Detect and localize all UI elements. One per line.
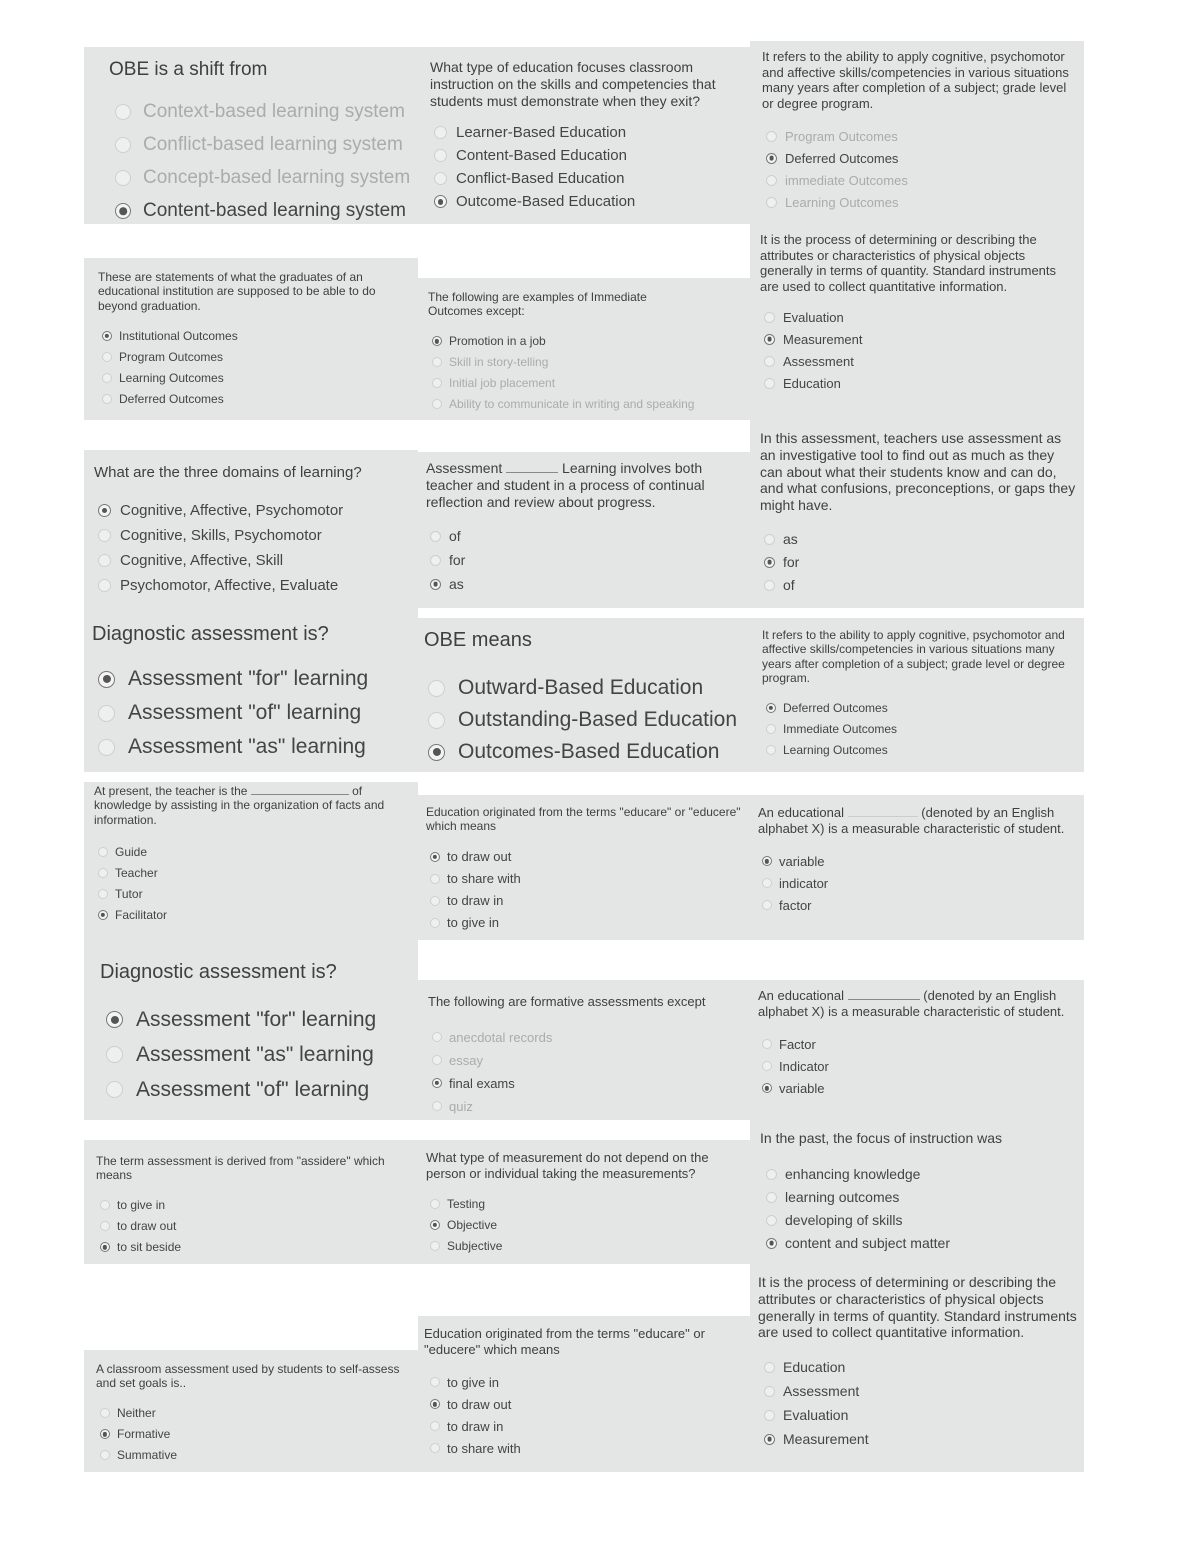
option-4[interactable]: Facilitator: [98, 904, 410, 925]
option-2[interactable]: Immediate Outcomes: [766, 719, 1074, 740]
option-3[interactable]: Cognitive, Affective, Skill: [98, 548, 408, 573]
question-text: Education originated from the terms "educare" or "educere" which means: [426, 805, 741, 834]
option-3[interactable]: Assessment "as" learning: [98, 730, 418, 764]
options-list: [96, 1403, 408, 1466]
option-2[interactable]: essay: [432, 1049, 746, 1072]
options-list: [100, 1002, 418, 1107]
radio-icon[interactable]: [762, 878, 772, 888]
question-text: It refers to the ability to apply cognitive, psychomotor and affective skills/competencies in various situations many years after completion of a subject; grade level or degree program.: [762, 49, 1069, 111]
option-1[interactable]: Learner-Based Education: [434, 121, 742, 144]
option-1[interactable]: Assessment "for" learning: [98, 662, 418, 696]
option-3[interactable]: Tutor: [98, 883, 410, 904]
option-3[interactable]: Summative: [100, 1445, 408, 1466]
quiz-card-5: [418, 278, 750, 420]
radio-icon[interactable]: [432, 1101, 442, 1111]
radio-icon[interactable]: [98, 554, 111, 567]
option-4[interactable]: content and subject matter: [766, 1232, 1076, 1255]
options-list: [428, 331, 740, 415]
option-2[interactable]: to draw out: [100, 1216, 410, 1237]
option-1[interactable]: to give in: [430, 1371, 742, 1393]
radio-icon[interactable]: [430, 1199, 440, 1209]
radio-icon[interactable]: [102, 394, 112, 404]
radio-icon[interactable]: [100, 1200, 110, 1210]
option-4[interactable]: quiz: [432, 1095, 746, 1118]
radio-icon[interactable]: [100, 1450, 110, 1460]
option-3[interactable]: developing of skills: [766, 1209, 1076, 1232]
question-text: At present, the teacher is the of knowledge by assisting in the organization of facts and information.: [94, 784, 385, 827]
radio-icon[interactable]: [762, 856, 772, 866]
radio-icon[interactable]: [432, 357, 442, 367]
options-list: [96, 1195, 410, 1258]
radio-icon[interactable]: [430, 852, 440, 862]
option-2[interactable]: Objective: [430, 1214, 742, 1235]
question-text: What type of measurement do not depend on the person or individual taking the measurements?: [426, 1150, 709, 1181]
radio-icon[interactable]: [98, 868, 108, 878]
option-2[interactable]: Assessment "as" learning: [106, 1037, 418, 1072]
option-4[interactable]: Deferred Outcomes: [102, 388, 408, 409]
quiz-card-21: [750, 1120, 1084, 1264]
radio-icon[interactable]: [430, 1399, 440, 1409]
option-2[interactable]: Cognitive, Skills, Psychomotor: [98, 523, 408, 548]
option-1[interactable]: Promotion in a job: [432, 331, 740, 352]
option-3[interactable]: final exams: [432, 1072, 746, 1095]
fill-blank: [848, 816, 918, 817]
option-1[interactable]: Evaluation: [764, 306, 1076, 328]
radio-icon[interactable]: [766, 745, 776, 755]
quiz-card-2: [418, 47, 750, 224]
option-4[interactable]: Ability to communicate in writing and speaking: [432, 394, 740, 415]
option-3[interactable]: as: [430, 572, 742, 596]
option-2[interactable]: for: [430, 548, 742, 572]
options-list: [430, 121, 742, 213]
radio-icon[interactable]: [434, 172, 447, 185]
question-text: The following are formative assessments except: [428, 994, 706, 1009]
radio-icon[interactable]: [98, 529, 111, 542]
radio-icon[interactable]: [430, 1443, 440, 1453]
radio-icon[interactable]: [98, 705, 115, 722]
quiz-card-15: [750, 795, 1084, 940]
options-list: [426, 1193, 742, 1256]
radio-icon[interactable]: [432, 1032, 442, 1042]
option-3[interactable]: Initial job placement: [432, 373, 740, 394]
options-list: [92, 662, 418, 764]
question-text: The term assessment is derived from "assidere" which means: [96, 1154, 385, 1183]
options-list: [109, 96, 418, 228]
option-1[interactable]: Cognitive, Affective, Psychomotor: [98, 498, 408, 523]
option-3[interactable]: variable: [762, 1077, 1078, 1099]
radio-icon[interactable]: [100, 1242, 110, 1252]
radio-icon[interactable]: [106, 1011, 123, 1028]
radio-icon[interactable]: [430, 1377, 440, 1387]
quiz-card-23: [418, 1316, 750, 1472]
radio-icon[interactable]: [100, 1221, 110, 1231]
option-2[interactable]: Skill in story-telling: [432, 352, 740, 373]
fill-blank: [848, 999, 920, 1000]
option-3[interactable]: to sit beside: [100, 1237, 410, 1258]
option-3[interactable]: Assessment: [764, 350, 1076, 372]
radio-icon[interactable]: [115, 137, 131, 153]
options-list: [760, 1163, 1076, 1255]
quiz-card-9: [750, 420, 1084, 608]
radio-icon[interactable]: [428, 680, 445, 697]
options-list: [762, 125, 1076, 213]
option-2[interactable]: Assessment: [764, 1379, 1078, 1403]
options-list: [760, 306, 1076, 394]
radio-icon[interactable]: [430, 1220, 440, 1230]
radio-icon[interactable]: [432, 1055, 442, 1065]
option-3[interactable]: Outcomes-Based Education: [428, 736, 750, 768]
radio-icon[interactable]: [764, 1410, 775, 1421]
quiz-card-13: [84, 782, 418, 940]
quiz-card-14: [418, 795, 750, 940]
quiz-card-20: [418, 1140, 750, 1264]
radio-icon[interactable]: [766, 724, 776, 734]
radio-icon[interactable]: [764, 312, 775, 323]
options-list: [426, 524, 742, 596]
option-1[interactable]: enhancing knowledge: [766, 1163, 1076, 1186]
question-text: OBE means: [424, 629, 532, 651]
radio-icon[interactable]: [428, 744, 445, 761]
quiz-card-18: [750, 980, 1084, 1120]
quiz-card-10: [84, 608, 418, 772]
option-3[interactable]: Concept-based learning system: [115, 162, 418, 195]
radio-icon[interactable]: [764, 378, 775, 389]
option-1[interactable]: Institutional Outcomes: [102, 325, 408, 346]
question-text: What type of education focuses classroom instruction on the skills and competencies that students must demonstrate when they exit?: [430, 59, 716, 109]
question-text: An educational (denoted by an English alphabet X) is a measurable characteristic of student.: [758, 805, 1065, 836]
radio-icon[interactable]: [430, 1241, 440, 1251]
radio-icon[interactable]: [106, 1046, 123, 1063]
options-list: [424, 672, 750, 768]
option-3[interactable]: Assessment "of" learning: [106, 1072, 418, 1107]
option-1[interactable]: Education: [764, 1355, 1078, 1379]
option-4[interactable]: Education: [764, 372, 1076, 394]
radio-icon[interactable]: [98, 579, 111, 592]
radio-icon[interactable]: [430, 1421, 440, 1431]
quiz-card-19: [84, 1140, 418, 1264]
radio-icon[interactable]: [430, 555, 441, 566]
radio-icon[interactable]: [764, 557, 775, 568]
option-2[interactable]: learning outcomes: [766, 1186, 1076, 1209]
radio-icon[interactable]: [762, 1061, 772, 1071]
option-1[interactable]: to give in: [100, 1195, 410, 1216]
option-2[interactable]: to draw out: [430, 1393, 742, 1415]
options-list: [762, 698, 1074, 761]
quiz-card-7: [84, 450, 418, 608]
radio-icon[interactable]: [102, 331, 112, 341]
option-1[interactable]: Program Outcomes: [766, 125, 1076, 147]
radio-icon[interactable]: [98, 739, 115, 756]
option-4[interactable]: Measurement: [764, 1427, 1078, 1451]
question-text: Assessment Learning involves both teacher and student in a process of continual reflection and review about progress.: [426, 460, 705, 510]
question-text: OBE is a shift from: [109, 59, 268, 80]
fill-blank: [251, 794, 349, 795]
option-3[interactable]: Evaluation: [764, 1403, 1078, 1427]
quiz-card-1: [84, 47, 418, 224]
radio-icon[interactable]: [766, 703, 776, 713]
option-2[interactable]: for: [764, 551, 1076, 574]
option-2[interactable]: Deferred Outcomes: [766, 147, 1076, 169]
option-1[interactable]: anecdotal records: [432, 1026, 746, 1049]
option-3[interactable]: Learning Outcomes: [766, 740, 1074, 761]
radio-icon[interactable]: [764, 356, 775, 367]
option-1[interactable]: variable: [762, 850, 1078, 872]
option-4[interactable]: Content-based learning system: [115, 195, 418, 228]
question-text: It refers to the ability to apply cognitive, psychomotor and affective skills/competencies in various situations many years after completion of a subject; grade level or degree program.: [762, 628, 1065, 686]
radio-icon[interactable]: [762, 1083, 772, 1093]
option-1[interactable]: Testing: [430, 1193, 742, 1214]
options-list: [426, 846, 742, 934]
question-text: Diagnostic assessment is?: [100, 961, 337, 983]
radio-icon[interactable]: [764, 1362, 775, 1373]
option-4[interactable]: to share with: [430, 1437, 742, 1459]
radio-icon[interactable]: [430, 896, 440, 906]
question-text: It is the process of determining or describing the attributes or characteristics of physical objects generally in terms of quantity. Standard instruments are used to collect quantitative information.: [758, 1274, 1077, 1341]
question-text: These are statements of what the graduates of an educational institution are supposed to be able to do beyond graduation.: [98, 270, 376, 313]
option-2[interactable]: Conflict-based learning system: [115, 129, 418, 162]
option-3[interactable]: to draw in: [430, 1415, 742, 1437]
option-3[interactable]: factor: [762, 894, 1078, 916]
radio-icon[interactable]: [766, 1215, 777, 1226]
option-3[interactable]: Learning Outcomes: [102, 367, 408, 388]
options-list: [760, 528, 1076, 597]
radio-icon[interactable]: [766, 153, 777, 164]
radio-icon[interactable]: [766, 1192, 777, 1203]
radio-icon[interactable]: [98, 671, 115, 688]
radio-icon[interactable]: [762, 1039, 772, 1049]
options-list: [424, 1371, 742, 1459]
radio-icon[interactable]: [106, 1081, 123, 1098]
option-2[interactable]: indicator: [762, 872, 1078, 894]
radio-icon[interactable]: [102, 373, 112, 383]
radio-icon[interactable]: [115, 104, 131, 120]
option-2[interactable]: Teacher: [98, 862, 410, 883]
option-4[interactable]: to give in: [430, 912, 742, 934]
option-2[interactable]: Indicator: [762, 1055, 1078, 1077]
option-1[interactable]: as: [764, 528, 1076, 551]
radio-icon[interactable]: [432, 378, 442, 388]
options-list: [758, 1033, 1078, 1099]
question-text: In the past, the focus of instruction was: [760, 1130, 1003, 1146]
radio-icon[interactable]: [434, 126, 447, 139]
question-text: What are the three domains of learning?: [94, 464, 362, 481]
question-text: The following are examples of Immediate Outcomes except:: [428, 290, 647, 319]
fill-blank: [506, 472, 558, 473]
radio-icon[interactable]: [430, 531, 441, 542]
radio-icon[interactable]: [432, 399, 442, 409]
option-1[interactable]: Assessment "for" learning: [106, 1002, 418, 1037]
quiz-card-8: [418, 452, 750, 608]
question-text: Diagnostic assessment is?: [92, 623, 329, 645]
radio-icon[interactable]: [764, 1434, 775, 1445]
radio-icon[interactable]: [115, 203, 131, 219]
quiz-card-6: [750, 224, 1084, 420]
options-list: [94, 498, 408, 598]
radio-icon[interactable]: [764, 580, 775, 591]
quiz-card-24: [750, 1264, 1084, 1472]
question-text: In this assessment, teachers use assessment as an investigative tool to find out as much as they can about what their students know and can do, and what confusions, preconceptions, or gaps they might have.: [760, 430, 1076, 514]
radio-icon[interactable]: [766, 197, 777, 208]
options-list: [758, 850, 1078, 916]
quiz-card-3: [750, 41, 1084, 224]
radio-icon[interactable]: [764, 334, 775, 345]
option-4[interactable]: Outcome-Based Education: [434, 190, 742, 213]
radio-icon[interactable]: [98, 910, 108, 920]
radio-icon[interactable]: [428, 712, 445, 729]
radio-icon[interactable]: [766, 1169, 777, 1180]
option-4[interactable]: Psychomotor, Affective, Evaluate: [98, 573, 408, 598]
radio-icon[interactable]: [430, 579, 441, 590]
quiz-card-16: [84, 940, 418, 1120]
radio-icon[interactable]: [766, 175, 777, 186]
option-3[interactable]: to draw in: [430, 890, 742, 912]
option-1[interactable]: Neither: [100, 1403, 408, 1424]
options-list: [94, 841, 410, 925]
radio-icon[interactable]: [98, 847, 108, 857]
radio-icon[interactable]: [432, 336, 442, 346]
radio-icon[interactable]: [98, 889, 108, 899]
radio-icon[interactable]: [115, 170, 131, 186]
radio-icon[interactable]: [102, 352, 112, 362]
radio-icon[interactable]: [766, 131, 777, 142]
option-2[interactable]: Outstanding-Based Education: [428, 704, 750, 736]
option-4[interactable]: Learning Outcomes: [766, 191, 1076, 213]
options-list: [98, 325, 408, 409]
options-list: [428, 1026, 746, 1118]
radio-icon[interactable]: [764, 534, 775, 545]
option-3[interactable]: Conflict-Based Education: [434, 167, 742, 190]
option-2[interactable]: Formative: [100, 1424, 408, 1445]
question-text: An educational (denoted by an English alphabet X) is a measurable characteristic of student.: [758, 988, 1065, 1019]
radio-icon[interactable]: [100, 1408, 110, 1418]
option-2[interactable]: Content-Based Education: [434, 144, 742, 167]
option-1[interactable]: Context-based learning system: [115, 96, 418, 129]
quiz-card-17: [418, 980, 750, 1120]
option-3[interactable]: of: [764, 574, 1076, 597]
radio-icon[interactable]: [430, 918, 440, 928]
option-1[interactable]: Guide: [98, 841, 410, 862]
option-1[interactable]: of: [430, 524, 742, 548]
quiz-card-4: [84, 258, 418, 420]
radio-icon[interactable]: [434, 195, 447, 208]
option-2[interactable]: to share with: [430, 868, 742, 890]
question-text: It is the process of determining or describing the attributes or characteristics of physical objects generally in terms of quantity. Standard instruments are used to collect quantitative information.: [760, 232, 1057, 294]
question-text: A classroom assessment used by students to self-assess and set goals is..: [96, 1362, 400, 1391]
radio-icon[interactable]: [766, 1238, 777, 1249]
option-3[interactable]: Subjective: [430, 1235, 742, 1256]
option-2[interactable]: Program Outcomes: [102, 346, 408, 367]
quiz-card-12: [750, 618, 1084, 772]
option-1[interactable]: Outward-Based Education: [428, 672, 750, 704]
option-3[interactable]: immediate Outcomes: [766, 169, 1076, 191]
radio-icon[interactable]: [98, 504, 111, 517]
radio-icon[interactable]: [430, 874, 440, 884]
option-2[interactable]: Assessment "of" learning: [98, 696, 418, 730]
option-2[interactable]: Measurement: [764, 328, 1076, 350]
quiz-card-22: [84, 1350, 418, 1472]
option-1[interactable]: Factor: [762, 1033, 1078, 1055]
option-1[interactable]: Deferred Outcomes: [766, 698, 1074, 719]
radio-icon[interactable]: [100, 1429, 110, 1439]
question-text: Education originated from the terms "educare" or "educere" which means: [424, 1326, 705, 1357]
option-1[interactable]: to draw out: [430, 846, 742, 868]
radio-icon[interactable]: [434, 149, 447, 162]
quiz-card-11: [418, 618, 750, 772]
options-list: [758, 1355, 1078, 1451]
radio-icon[interactable]: [764, 1386, 775, 1397]
radio-icon[interactable]: [762, 900, 772, 910]
radio-icon[interactable]: [432, 1078, 442, 1088]
